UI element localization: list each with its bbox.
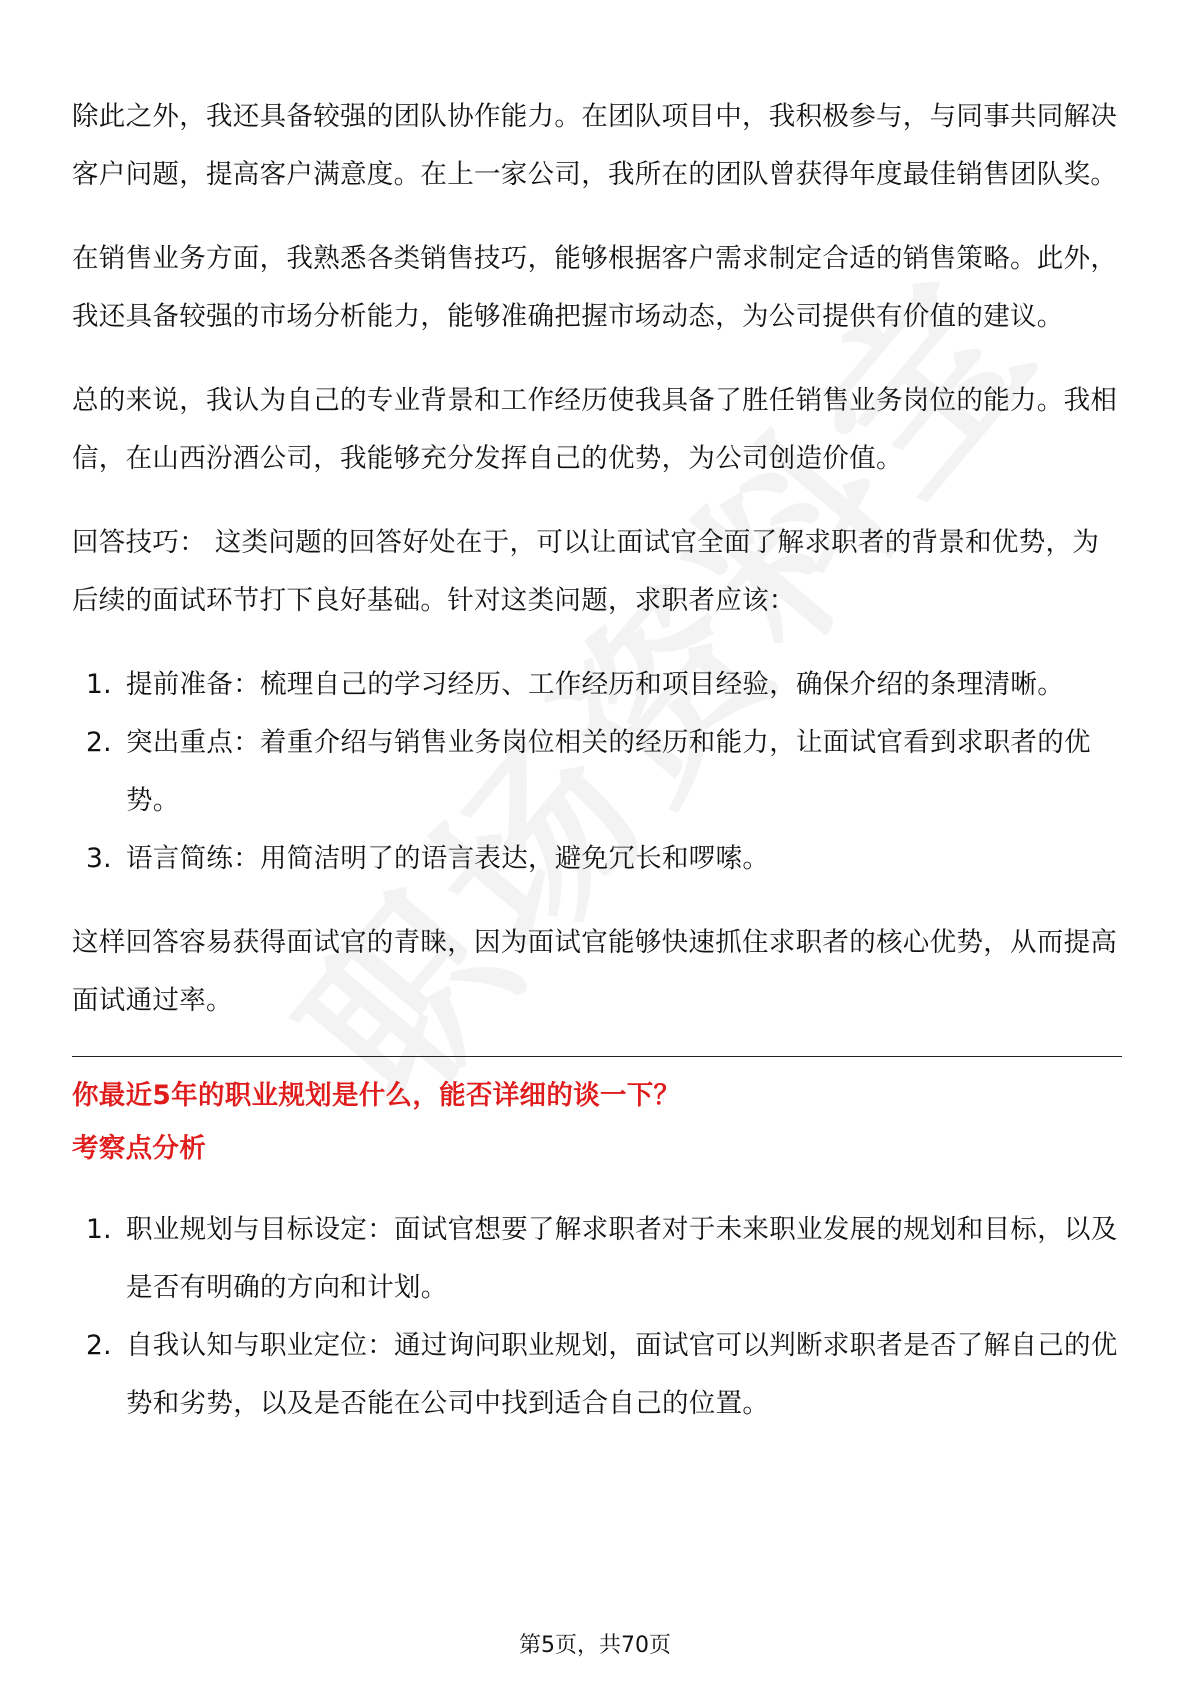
list-item [72, 830, 1122, 888]
list-text: 职业规划与目标设定：面试官想要了解求职者对于未来职业发展的规划和目标，以及是否有明确的方向和计划。 [126, 1214, 1118, 1303]
list-number: 1. [86, 669, 112, 700]
list-item [72, 1201, 1122, 1317]
section-divider [72, 1056, 1122, 1057]
list-text: 自我认知与职业定位：通过询问职业规划，面试官可以判断求职者是否了解自己的优势和劣势，以及是否能在公司中找到适合自己的位置。 [126, 1330, 1118, 1419]
list-item [72, 714, 1122, 830]
list-number: 2. [86, 727, 112, 758]
paragraph-teamwork: 除此之外，我还具备较强的团队协作能力。在团队项目中，我积极参与，与同事共同解决客户问题，提高客户满意度。在上一家公司，我所在的团队曾获得年度最佳销售团队奖。 [72, 101, 1118, 190]
list-text: 语言简练：用简洁明了的语言表达，避免冗长和啰嗦。 [126, 843, 770, 874]
paragraph-closing: 这样回答容易获得面试官的青睐，因为面试官能够快速抓住求职者的核心优势，从而提高面试通过率。 [72, 927, 1118, 1016]
list-text: 突出重点：着重介绍与销售业务岗位相关的经历和能力，让面试官看到求职者的优势。 [126, 727, 1091, 816]
list-number: 1. [86, 1214, 112, 1245]
tips-list [72, 656, 1122, 888]
list-item [72, 1317, 1122, 1433]
paragraph-sales-skills: 在销售业务方面，我熟悉各类销售技巧，能够根据客户需求制定合适的销售策略。此外，我还具备较强的市场分析能力，能够准确把握市场动态，为公司提供有价值的建议。 [72, 243, 1118, 332]
analysis-list [72, 1201, 1122, 1433]
list-item [72, 656, 1122, 714]
list-number: 3. [86, 843, 112, 874]
paragraph-summary: 总的来说，我认为自己的专业背景和工作经历使我具备了胜任销售业务岗位的能力。我相信，在山西汾酒公司，我能够充分发挥自己的优势，为公司创造价值。 [72, 385, 1118, 474]
paragraph-answer-tips: 回答技巧： 这类问题的回答好处在于，可以让面试官全面了解求职者的背景和优势，为后续的面试环节打下良好基础。针对这类问题，求职者应该： [72, 527, 1100, 616]
page-content [72, 88, 1122, 1459]
list-text: 提前准备：梳理自己的学习经历、工作经历和项目经验，确保介绍的条理清晰。 [126, 669, 1064, 700]
list-number: 2. [86, 1330, 112, 1361]
question-title: 你最近5年的职业规划是什么，能否详细的谈一下？ [72, 1080, 681, 1111]
question-subtitle: 考察点分析 [72, 1133, 206, 1164]
page-footer: 第5页，共70页 [519, 1633, 671, 1658]
